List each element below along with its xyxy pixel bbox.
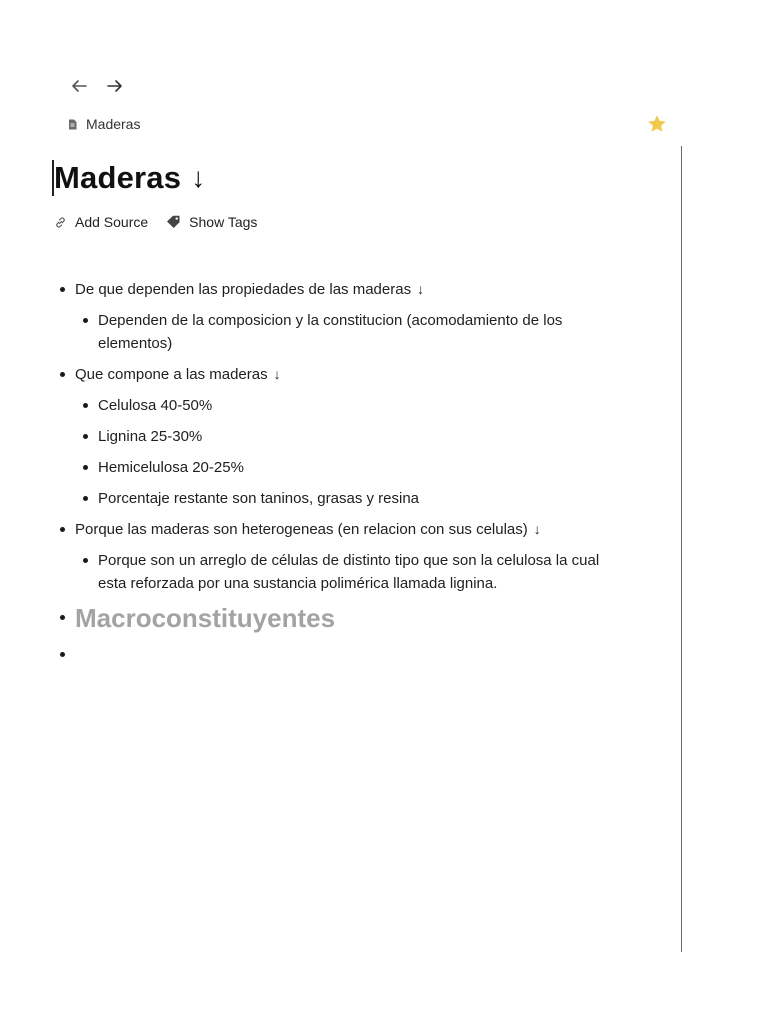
star-icon <box>646 113 668 135</box>
list-item[interactable] <box>58 309 618 355</box>
title-arrow-down-icon[interactable]: ↓ <box>191 162 206 193</box>
page-title[interactable]: Maderas <box>54 160 182 195</box>
list-item-text: Porque son un arreglo de células de distinto tipo que son la celulosa la cual esta reforzada por una sustancia polimérica llamada lignina. <box>98 552 600 592</box>
list-item-text: De que dependen las propiedades de las maderas <box>75 281 412 298</box>
bullet <box>83 403 88 408</box>
page-meta-actions <box>54 214 275 230</box>
list-item[interactable] <box>58 549 618 595</box>
navigation-controls <box>66 74 128 98</box>
arrow-down-icon[interactable]: ↓ <box>533 521 541 537</box>
arrow-right-icon <box>106 79 124 93</box>
list-item-text: Hemicelulosa 20-25% <box>98 459 244 476</box>
arrow-down-icon[interactable]: ↓ <box>273 366 281 382</box>
section-heading: Macroconstituyentes <box>75 603 336 633</box>
list-item-text: Porque las maderas son heterogeneas (en relacion con sus celulas) <box>75 521 528 538</box>
bullet <box>60 372 65 377</box>
list-item-heading[interactable] <box>58 601 618 635</box>
bullet <box>83 465 88 470</box>
list-item-text: Lignina 25-30% <box>98 428 203 445</box>
list-item[interactable] <box>58 487 618 510</box>
breadcrumb[interactable] <box>68 116 140 132</box>
panel-divider <box>681 146 682 952</box>
bullet <box>60 652 65 657</box>
arrow-down-icon[interactable]: ↓ <box>417 281 425 297</box>
arrow-left-icon <box>70 79 88 93</box>
list-item[interactable] <box>58 518 618 541</box>
bullet <box>83 318 88 323</box>
bullet <box>60 527 65 532</box>
forward-button[interactable] <box>102 74 128 98</box>
empty-list-item[interactable] <box>58 643 618 666</box>
link-icon <box>54 216 67 229</box>
list-item-text: Que compone a las maderas <box>75 366 268 383</box>
back-button[interactable] <box>66 74 92 98</box>
tag-icon <box>166 215 181 229</box>
bullet <box>60 615 65 620</box>
list-item[interactable] <box>58 394 618 417</box>
list-item[interactable] <box>58 278 618 301</box>
outline <box>58 278 618 666</box>
bullet <box>83 434 88 439</box>
show-tags-button[interactable] <box>166 214 257 230</box>
list-item-text: Celulosa 40-50% <box>98 397 213 414</box>
add-source-label: Add Source <box>75 214 149 230</box>
bullet <box>83 558 88 563</box>
list-item-text: Dependen de la composicion y la constitucion (acomodamiento de los elementos) <box>98 312 563 352</box>
add-source-button[interactable] <box>54 214 148 230</box>
page-title-row <box>52 160 205 196</box>
list-item[interactable] <box>58 425 618 448</box>
breadcrumb-label: Maderas <box>86 116 141 132</box>
bullet <box>83 496 88 501</box>
list-item[interactable] <box>58 363 618 386</box>
bullet <box>60 287 65 292</box>
list-item[interactable] <box>58 456 618 479</box>
favorite-button[interactable] <box>646 113 668 135</box>
list-item-text: Porcentaje restante son taninos, grasas y resina <box>98 490 420 507</box>
show-tags-label: Show Tags <box>189 214 258 230</box>
list-item-text[interactable] <box>75 643 618 666</box>
document-icon <box>68 119 77 130</box>
